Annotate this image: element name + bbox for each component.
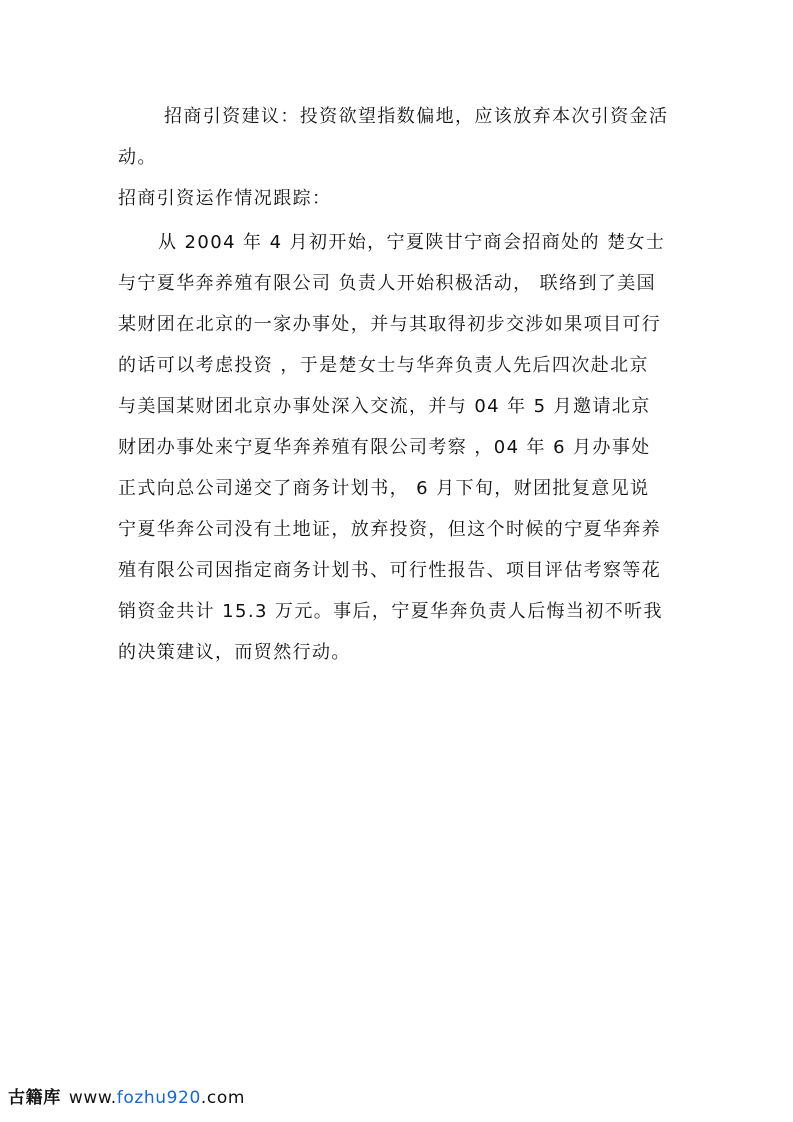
text-line: 的话可以考虑投资 ，于是楚女士与华奔负责人先后四次赴北京 bbox=[118, 355, 649, 376]
text-line: 某财团在北京的一家办事处，并与其取得初步交涉如果项目可行 bbox=[118, 314, 662, 335]
text-line: 与宁夏华奔养殖有限公司 负责人开始积极活动， 联络到了美国 bbox=[118, 273, 657, 294]
text-line: 销资金共计 15.3 万元。事后，宁夏华奔负责人后悔当初不听我 bbox=[118, 601, 663, 622]
heading-text: 招商引资运作情况跟踪： bbox=[118, 188, 332, 209]
text-line: 殖有限公司因指定商务计划书、可行性报告、项目评估考察等花 bbox=[118, 560, 662, 581]
tracking-heading bbox=[118, 181, 678, 222]
text-line: 与美国某财团北京办事处深入交流，并与 04 年 5 月邀请北京 bbox=[118, 396, 651, 417]
recommendation-paragraph bbox=[118, 99, 678, 181]
footer-url-prefix: www. bbox=[68, 1088, 117, 1108]
footer-brand: 古籍库 bbox=[8, 1088, 61, 1108]
text-line: 的决策建议，而贸然行动。 bbox=[118, 642, 351, 663]
text-line: 正式向总公司递交了商务计划书， 6 月下旬，财团批复意见说 bbox=[118, 478, 650, 499]
text-line: 宁夏华奔公司没有土地证，放弃投资，但这个时候的宁夏华奔养 bbox=[118, 519, 662, 540]
watermark-footer bbox=[8, 1086, 245, 1110]
text-line: 招商引资建议：投资欲望指数偏地，应该放弃本次引资金活 bbox=[164, 106, 669, 127]
text-line: 财团办事处来宁夏华奔养殖有限公司考察 ，04 年 6 月办事处 bbox=[118, 437, 651, 458]
tracking-paragraph bbox=[118, 225, 678, 676]
text-line: 从 2004 年 4 月初开始，宁夏陕甘宁商会招商处的 楚女士 bbox=[158, 232, 666, 253]
footer-url-suffix: .com bbox=[200, 1088, 246, 1108]
text-line: 动。 bbox=[118, 147, 157, 168]
footer-url-domain: fozhu920 bbox=[116, 1088, 201, 1108]
